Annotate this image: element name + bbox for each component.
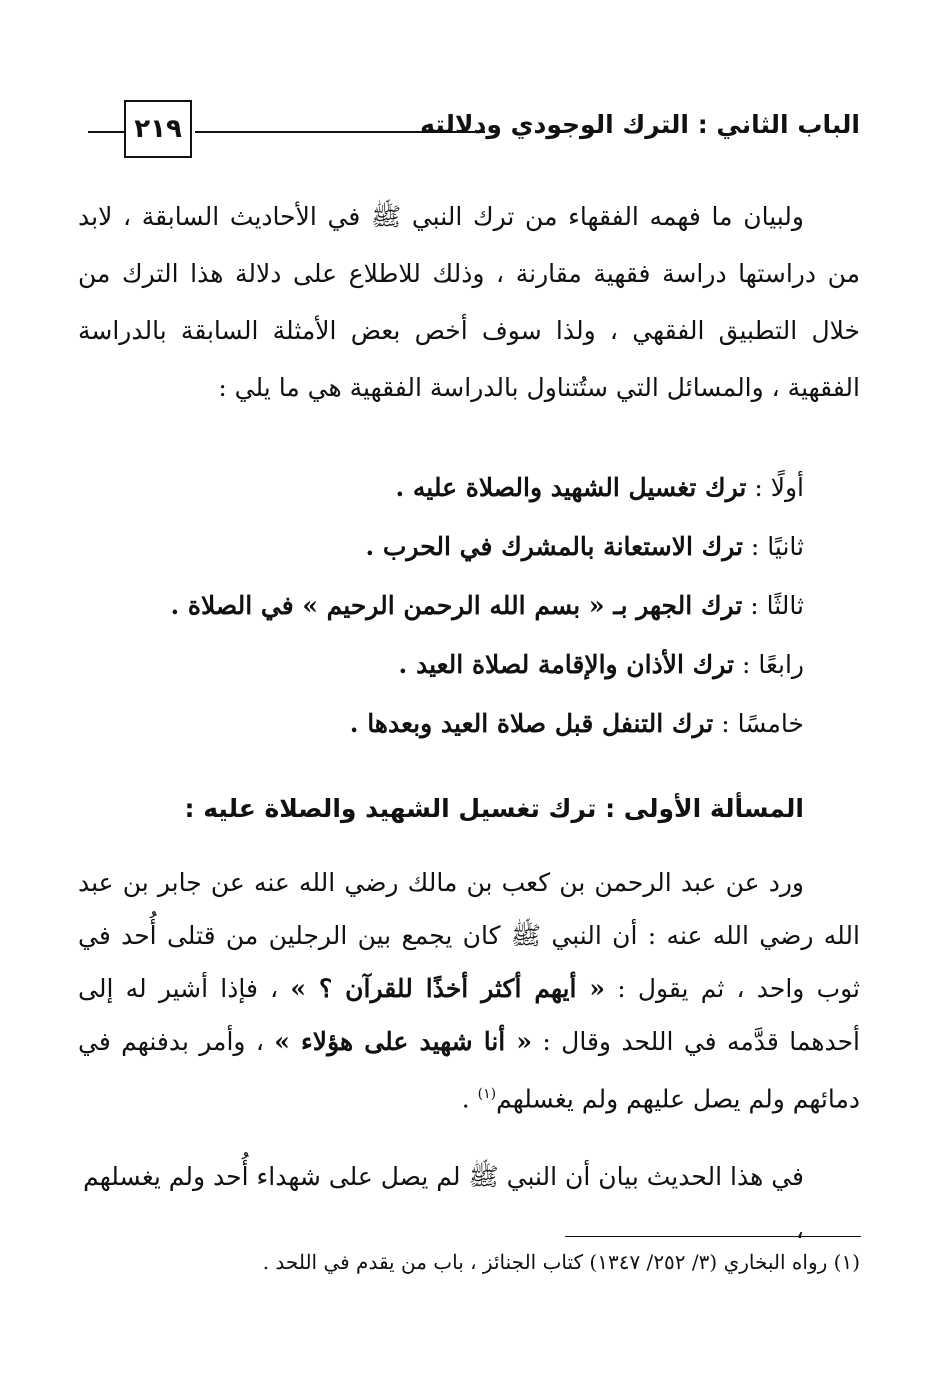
- list-item-text: ترك الأذان والإقامة لصلاة العيد .: [398, 650, 735, 679]
- list-item-text: ترك تغسيل الشهيد والصلاة عليه .: [395, 473, 747, 502]
- list-item-label: ثانيًا :: [750, 532, 804, 561]
- list-item: [104, 576, 804, 635]
- footnote-rule: [565, 1236, 861, 1237]
- list-item: [104, 458, 804, 517]
- closing-paragraph: في هذا الحديث بيان أن النبي ﷺ لم يصل على شهداء أُحد ولم يغسلهم ،: [83, 1162, 804, 1244]
- header-rule-left: [88, 131, 124, 133]
- hadith-quote-1: « أيهم أكثر أخذًا للقرآن ؟ »: [290, 974, 605, 1003]
- section-heading: المسألة الأولى : ترك تغسيل الشهيد والصلاة عليه :: [184, 794, 804, 823]
- list-item-text: ترك الاستعانة بالمشرك في الحرب .: [365, 532, 743, 561]
- footnote-marker: (١): [477, 1086, 497, 1102]
- list-item-text: ترك التنفل قبل صلاة العيد وبعدها .: [349, 709, 714, 738]
- intro-text: ولبيان ما فهمه الفقهاء من ترك النبي ﷺ في الأحاديث السابقة ، لابد من دراستها دراسة فقهية مقارنة ، وذلك للاطلاع على دلالة هذا الترك من خلال التطبيق الفقهي ، ولذا سوف أخص بعض الأمثلة السابقة بالدراسة الفقهية ، والمسائل التي ستُتناول بالدراسة الفقهية هي ما يلي :: [78, 202, 860, 402]
- hadith-paragraph: [78, 856, 860, 1125]
- list-item-label: ثالثًا :: [750, 591, 804, 620]
- list-item-label: رابعًا :: [741, 650, 804, 679]
- hadith-quote-2: « أنا شهيد على هؤلاء »: [274, 1027, 532, 1056]
- hadith-part-2: ، فإذا أشير له إلى أحدهما قدَّمه في اللحد وقال :: [78, 974, 860, 1056]
- list-item-label: خامسًا :: [721, 709, 804, 738]
- hadith-end: .: [461, 1084, 478, 1114]
- list-item: [104, 517, 804, 576]
- list-item: [104, 635, 804, 694]
- list-item-label: أولًا :: [754, 473, 804, 502]
- list-item: [104, 694, 804, 753]
- hadith-part-3: ، وأمر بدفنهم في دمائهم ولم يصل عليهم ولم يغسلهم: [78, 1027, 860, 1114]
- hadith-text: [78, 856, 860, 1125]
- running-head: الباب الثاني : الترك الوجودي ودلالته: [420, 110, 860, 139]
- intro-paragraph: [78, 188, 860, 416]
- issues-list: [104, 458, 804, 753]
- page-number: ٢١٩: [124, 100, 192, 158]
- hadith-part-1: ورد عن عبد الرحمن بن كعب بن مالك رضي الله عنه عن جابر بن عبد الله رضي الله عنه : أن النبي ﷺ كان يجمع بين الرجلين من قتلى أُحد في ثوب واحد ، ثم يقول :: [78, 868, 860, 1003]
- list-item-text: ترك الجهر بـ « بسم الله الرحمن الرحيم » في الصلاة .: [170, 591, 743, 620]
- footnote: (١) رواه البخاري (٣/ ٢٥٢/ ١٣٤٧) كتاب الجنائز ، باب من يقدم في اللحد .: [262, 1250, 860, 1274]
